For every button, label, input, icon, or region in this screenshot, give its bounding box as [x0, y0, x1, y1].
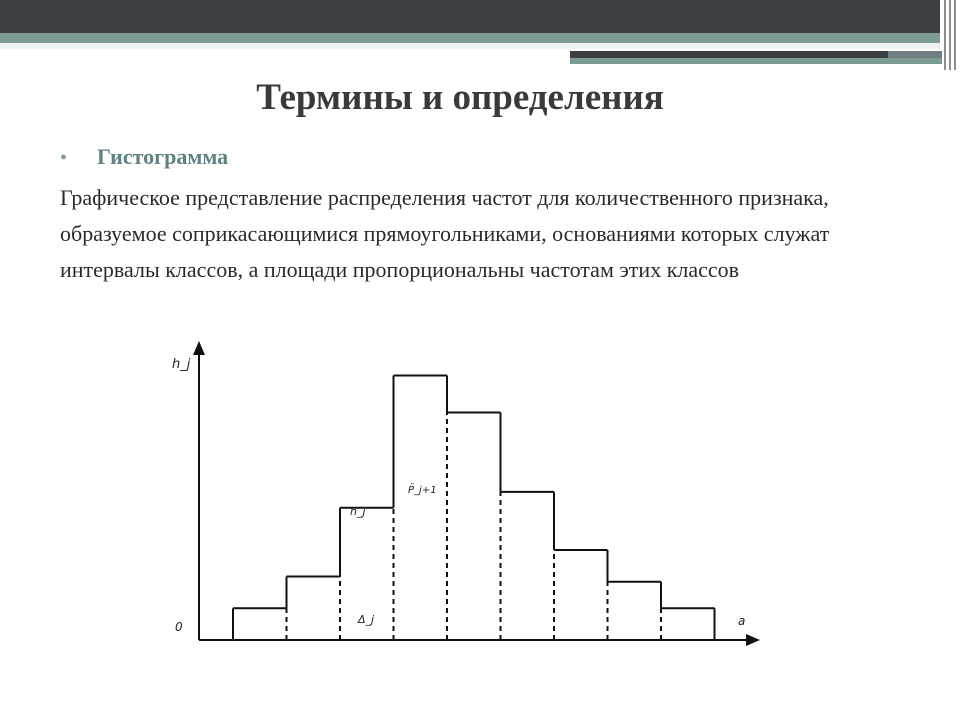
header-band-teal — [0, 33, 940, 43]
y-axis-label: h_j — [172, 357, 191, 372]
term-heading: Гистограмма — [97, 144, 229, 169]
bar-height-annotation: h_j — [350, 505, 366, 518]
x-axis-label: a — [738, 614, 746, 628]
histogram-chart — [160, 335, 770, 660]
slide-title: Термины и определения — [256, 77, 664, 118]
header-strip-teal — [570, 58, 942, 64]
header-strip-end — [888, 51, 942, 58]
bullet-marker: • — [60, 147, 68, 169]
header-strip-dark — [570, 51, 888, 58]
histogram-bars — [233, 375, 715, 640]
header-band-dark — [0, 0, 940, 33]
x-axis-arrow — [746, 634, 760, 646]
right-edge-decoration — [940, 0, 960, 70]
origin-label: 0 — [175, 620, 183, 634]
interval-width-annotation: Δ_j — [358, 613, 375, 626]
term-definition: Графическое представление распределения частот для количественного признака, образуемое соприкасающимися прямоугольниками, основаниями которых служат интервалы классов, а площади пропорциональны частотам этих классов — [60, 185, 830, 282]
probability-annotation: P̄_j+1 — [408, 485, 437, 496]
y-axis-arrow — [193, 341, 205, 355]
header-band-light — [0, 43, 940, 49]
